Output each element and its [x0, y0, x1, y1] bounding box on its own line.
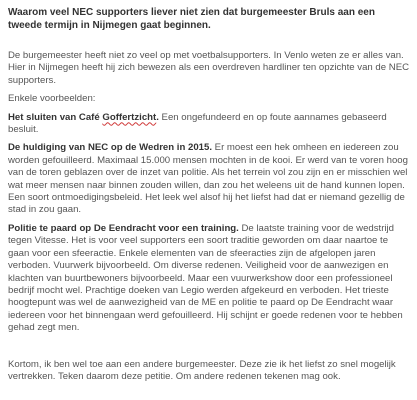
- example-lead-suffix: .: [156, 111, 159, 123]
- intro-paragraph: De burgemeester heeft niet zo veel op met voetbalsupporters. In Venlo weten ze er alles van. Hier in Nijmegen heeft hij zich bewezen als een overdreven hardliner ten opzichte van de NEC supporters.: [8, 50, 410, 86]
- example-lead: [8, 112, 159, 123]
- document-title: Waarom veel NEC supporters liever niet zien dat burgemeester Bruls aan een tweede termijn in Nijmegen gaat beginnen.: [8, 7, 375, 31]
- example-lead-text: Het sluiten van Café: [8, 111, 103, 123]
- example-paragraph: [8, 223, 411, 335]
- example-lead: Politie te paard op De Eendracht voor een training.: [8, 222, 239, 234]
- spellcheck-flagged-word[interactable]: Goffertzicht: [102, 111, 157, 123]
- example-body: Een ongefundeerd en op foute aannames gebaseerd besluit.: [8, 111, 387, 136]
- example-paragraph: [8, 112, 411, 137]
- example-body: Er moest een hek omheen en iedereen zou worden gefouilleerd. Maximaal 15.000 mensen mochten in de kooi. Er werd van te voren hoog van de toren geblazen over de inzet van politie. Als het terrein vol zou zijn en er misschien wel wat meer mensen naar binnen zouden willen, dan zou het weleens uit de hand kunnen lopen. Een soort ontmoedigingsbeleid. Het leek wel alsof hij het liefst had dat er niemand gezellig de stad in zou gaan.: [8, 142, 408, 216]
- example-body: De laatste training voor de wedstrijd tegen Vitesse. Het is voor veel supporters een soort traditie geworden om daar naartoe te gaan voor een sfeeractie. Enkele elementen van de sfeeracties zijn de afgelopen jaren verboden. Vuurwerk bijvoorbeeld. Om diverse redenen. Veiligheid voor de aanwezigen en klachten van buurtbewoners bijvoorbeeld. Maar een vuurwerkshow door een professioneel bedrijf mocht wel. Prachtige doeken van Legio werden afgekeurd en verboden. Het trieste hoogtepunt was wel de aanwezigheid van de ME en politie te paard op De Eendracht waar iedereen voor het binnengaan werd gefouilleerd. Hij schijnt er goede redenen voor te hebben gehad zegt men.: [8, 222, 403, 334]
- closing-paragraph: Kortom, ik ben wel toe aan een andere burgemeester. Deze zie ik het liefst zo snel mogelijk vertrekken. Teken daarom deze petitie. Om andere redenen tekenen mag ook.: [8, 358, 396, 382]
- examples-label: Enkele voorbeelden:: [8, 93, 96, 105]
- example-lead: De huldiging van NEC op de Wedren in 2015.: [8, 142, 212, 154]
- petition-document: [8, 6, 411, 391]
- example-paragraph: [8, 142, 411, 216]
